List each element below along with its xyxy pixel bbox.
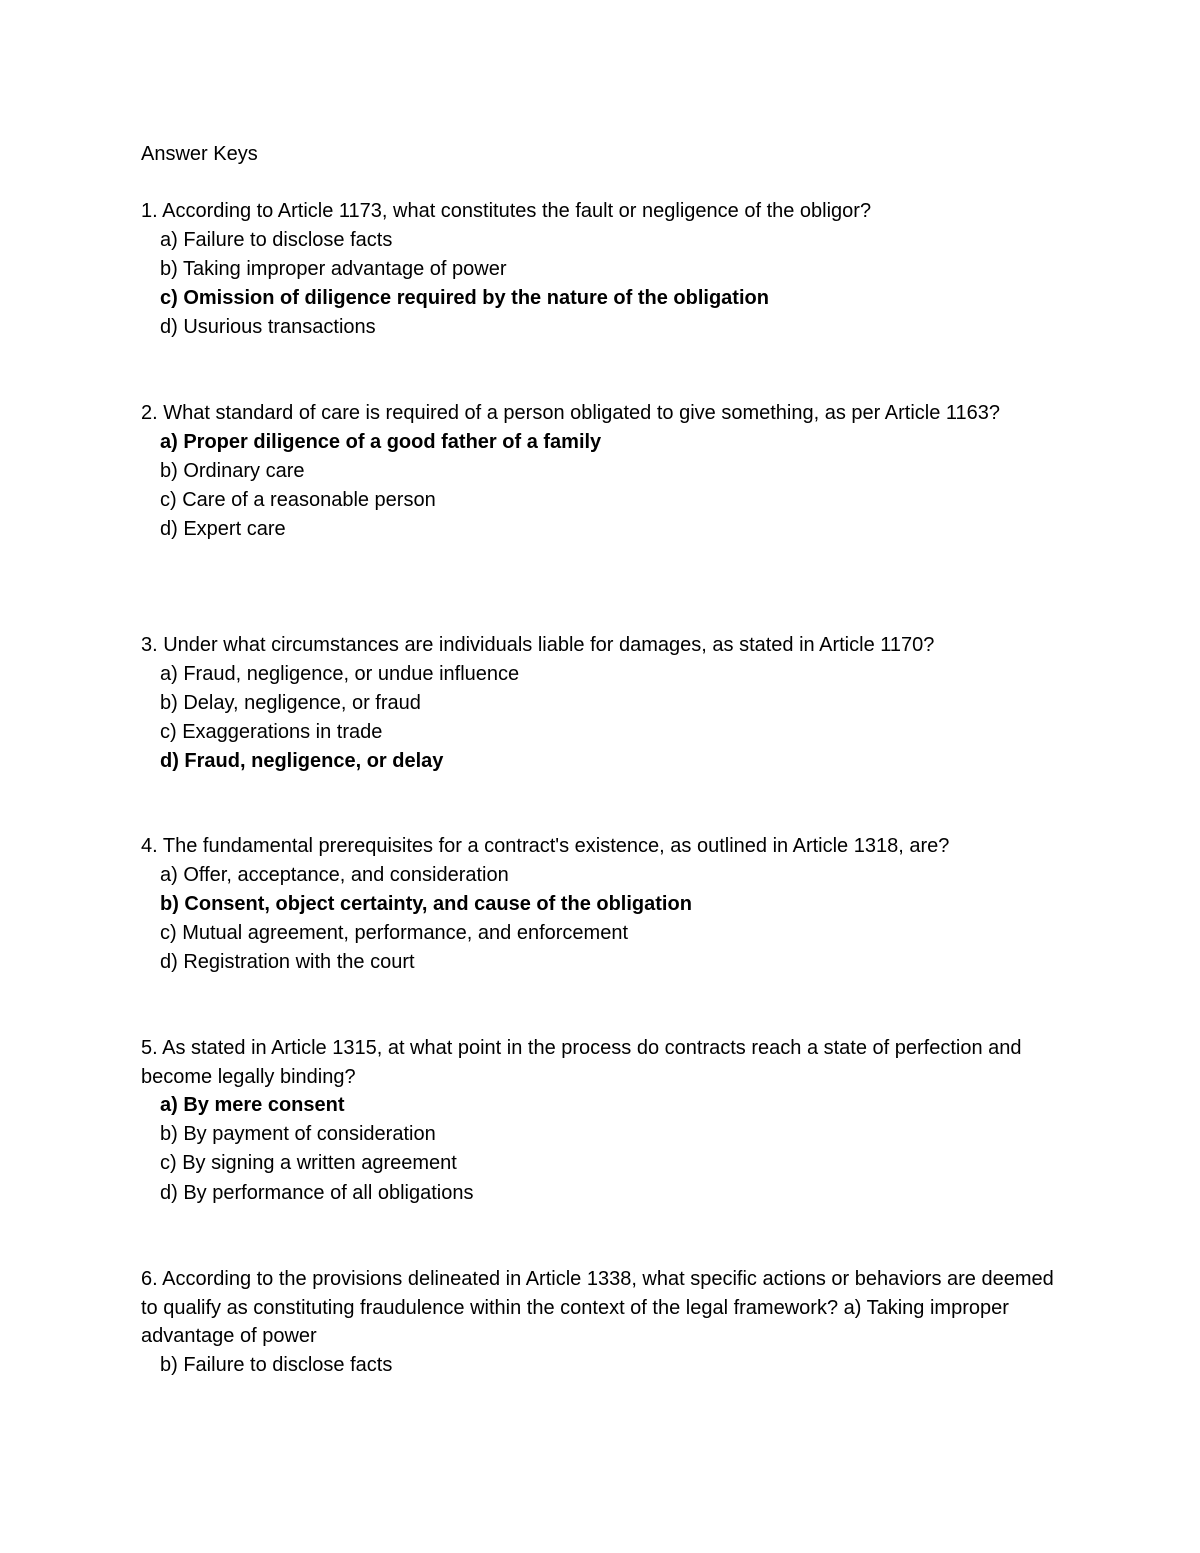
option-a: a) Offer, acceptance, and consideration [160, 863, 509, 886]
question-stem: 3. Under what circumstances are individuals liable for damages, as stated in Article 1170? [141, 634, 935, 656]
option-list [141, 1351, 1061, 1380]
question-stem: 4. The fundamental prerequisites for a contract's existence, as outlined in Article 1318, are? [141, 835, 950, 857]
option-a: a) Fraud, negligence, or undue influence [160, 662, 520, 685]
question-stem: 2. What standard of care is required of a person obligated to give something, as per Article 1163? [141, 402, 1001, 424]
option-c-correct-answer: c) Omission of diligence required by the nature of the obligation [160, 286, 769, 309]
option-a-correct-answer: a) By mere consent [160, 1094, 345, 1116]
option-list [141, 660, 1061, 777]
question-3 [141, 631, 1061, 776]
question-1 [141, 197, 1061, 342]
question-stem: 6. According to the provisions delineated in Article 1338, what specific actions or behaviors are deemed to qualify as constituting fraudulence within the context of the legal framework? a) Taking improper advantage of power [141, 1268, 1054, 1347]
option-d: d) By performance of all obligations [160, 1181, 474, 1204]
option-list [141, 1091, 1061, 1208]
option-a: a) Failure to disclose facts [160, 228, 393, 251]
option-a-correct-answer: a) Proper diligence of a good father of a family [160, 430, 602, 453]
option-d: d) Usurious transactions [160, 316, 376, 339]
option-d: d) Expert care [160, 518, 286, 541]
question-6 [141, 1265, 1061, 1380]
option-list [141, 861, 1061, 978]
option-b: b) By payment of consideration [160, 1123, 436, 1146]
option-c: c) By signing a written agreement [160, 1152, 457, 1175]
option-list [141, 226, 1061, 343]
option-c: c) Exaggerations in trade [160, 720, 383, 743]
option-c: c) Care of a reasonable person [160, 488, 436, 511]
document-title: Answer Keys [141, 143, 258, 165]
option-d: d) Registration with the court [160, 951, 415, 974]
question-stem: 5. As stated in Article 1315, at what point in the process do contracts reach a state of perfection and become legally binding? [141, 1037, 1022, 1088]
option-b: b) Ordinary care [160, 459, 305, 482]
question-stem: 1. According to Article 1173, what constitutes the fault or negligence of the obligor? [141, 200, 872, 222]
option-d-correct-answer: d) Fraud, negligence, or delay [160, 750, 444, 773]
option-c: c) Mutual agreement, performance, and enforcement [160, 921, 629, 944]
option-b: b) Failure to disclose facts [160, 1353, 393, 1376]
question-5 [141, 1034, 1061, 1208]
question-2 [141, 399, 1061, 544]
option-list [141, 428, 1061, 545]
option-b: b) Taking improper advantage of power [160, 257, 507, 280]
option-b: b) Delay, negligence, or fraud [160, 691, 421, 714]
option-b-correct-answer: b) Consent, object certainty, and cause of the obligation [160, 892, 692, 915]
question-4 [141, 832, 1061, 977]
